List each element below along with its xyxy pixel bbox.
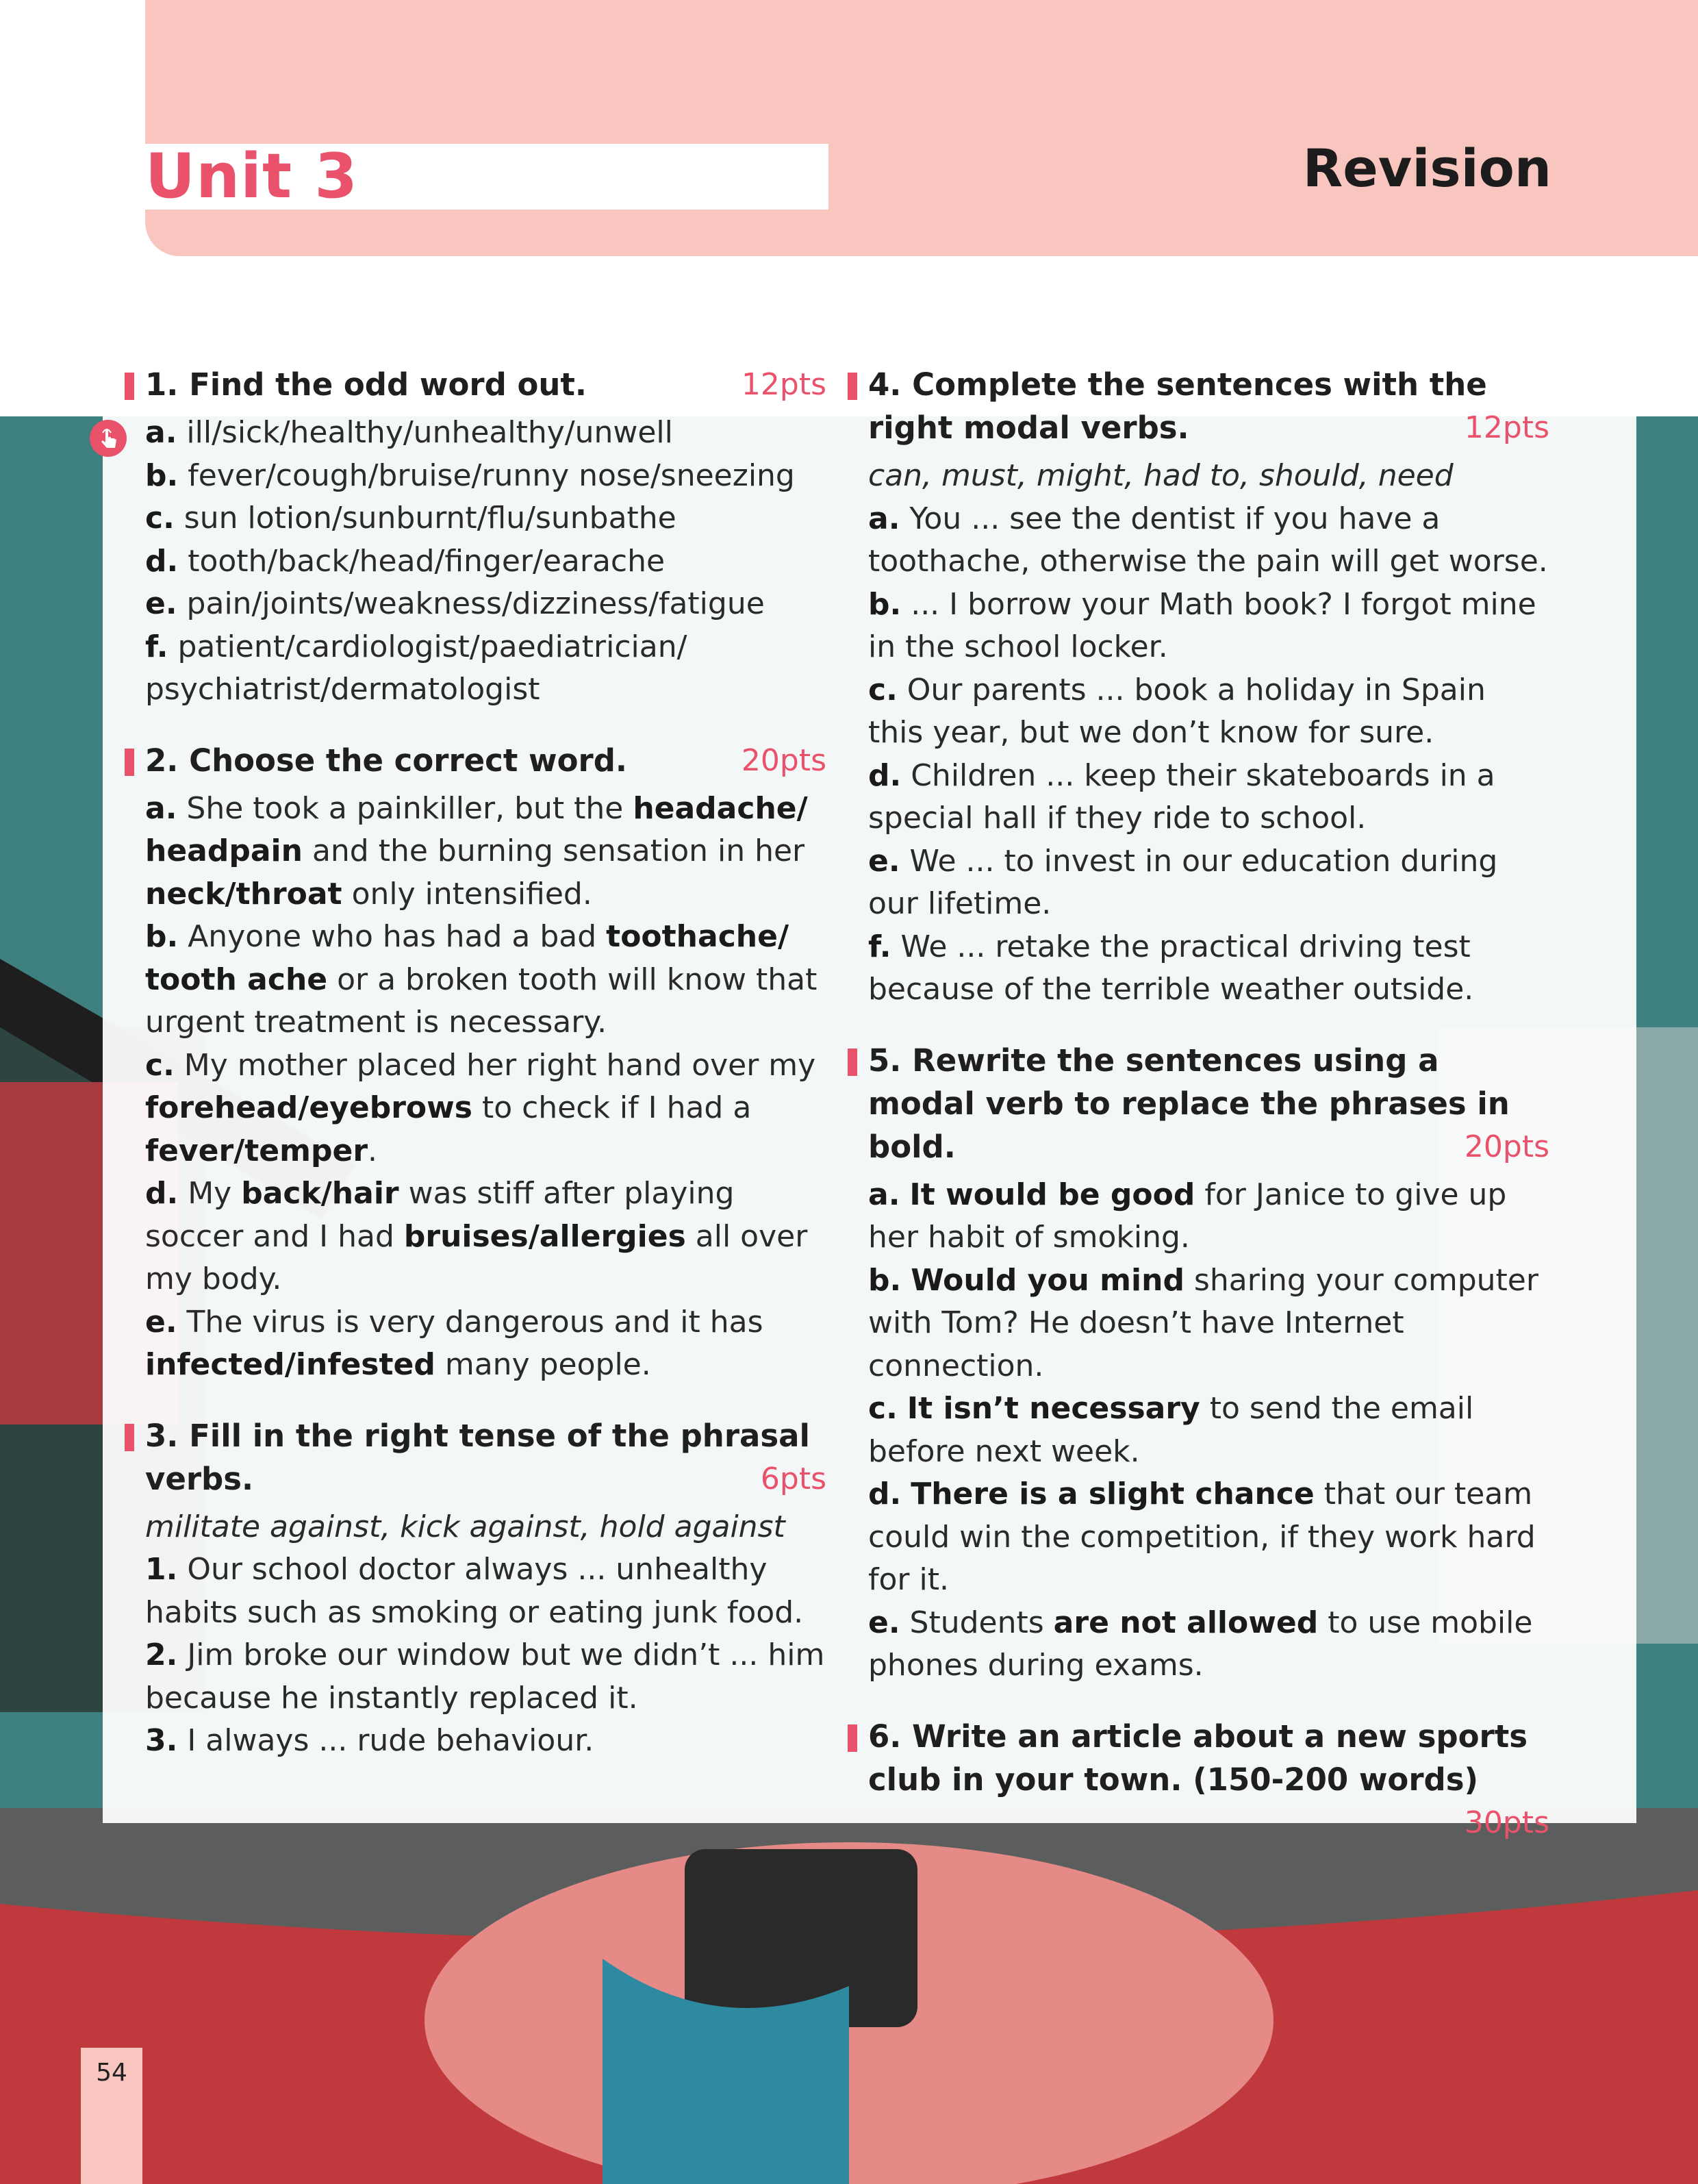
item-text: patient/cardiologist/paediatrician/ psychiatrist/dermatologist — [145, 629, 687, 707]
bold-phrase: It isn’t necessary — [907, 1391, 1200, 1426]
item-text: fever/cough/bruise/runny nose/sneezing — [178, 457, 795, 493]
bold-phrase: forehead/eyebrows — [145, 1090, 472, 1125]
exercise-item — [145, 626, 826, 712]
item-label: e. — [145, 586, 177, 621]
exercise-item — [868, 840, 1549, 926]
exercise-item — [145, 916, 826, 1044]
exercise-title-text: 3. Fill in the right tense of the phrasal verbs. — [145, 1417, 810, 1497]
exercise-title — [868, 363, 1549, 449]
bold-phrase: It would be good — [909, 1177, 1195, 1212]
title-marker — [125, 373, 134, 400]
bold-phrase: infected/infested — [145, 1347, 435, 1382]
exercise-title — [145, 363, 826, 406]
exercise-item — [145, 1548, 826, 1634]
section-title: Revision — [1302, 138, 1551, 199]
bold-phrase: bruises/allergies — [403, 1218, 686, 1254]
item-text: many people. — [435, 1347, 651, 1382]
exercise-item — [145, 1634, 826, 1720]
bold-phrase: There is a slight chance — [911, 1477, 1315, 1511]
item-label: 1. — [145, 1552, 178, 1587]
exercise-1 — [145, 363, 826, 712]
bold-phrase: neck/throat — [145, 876, 342, 912]
exercise-item — [145, 1044, 826, 1173]
item-text: or a broken tooth will know that urgent treatment is necessary. — [145, 962, 818, 1040]
item-label: b. — [868, 1262, 902, 1298]
exercise-title-text: 2. Choose the correct word. — [145, 742, 628, 779]
item-text: sharing your computer with Tom? He doesn’t have Internet connection. — [868, 1262, 1538, 1383]
item-label: a. — [868, 501, 900, 536]
exercise-title — [868, 1039, 1549, 1168]
bold-phrase: toothache/ tooth ache — [145, 919, 789, 997]
title-marker — [125, 749, 134, 776]
exercise-item — [145, 583, 826, 626]
item-text: . — [368, 1133, 378, 1168]
exercise-item — [868, 669, 1549, 755]
item-text: My mother placed her right hand over my — [174, 1047, 816, 1083]
item-label: a. — [145, 790, 177, 826]
points-badge: 20pts — [741, 742, 826, 778]
item-label: e. — [868, 1605, 900, 1640]
item-label: c. — [868, 672, 898, 707]
points-badge: 12pts — [1464, 410, 1549, 445]
exercise-title-text: 1. Find the odd word out. — [145, 366, 587, 403]
exercise-item — [868, 755, 1549, 840]
exercise-item — [145, 455, 826, 498]
points-badge: 30pts — [1464, 1805, 1549, 1840]
item-text: The virus is very dangerous and it has — [177, 1304, 763, 1340]
item-label: d. — [145, 543, 179, 579]
item-label: e. — [868, 843, 900, 879]
item-text: Our school doctor always ... unhealthy habits such as smoking or eating junk food. — [145, 1552, 804, 1630]
item-text: Students — [900, 1605, 1054, 1640]
unit-title: Unit 3 — [145, 140, 358, 212]
item-text — [898, 1391, 907, 1426]
item-label: b. — [868, 586, 902, 622]
item-label: f. — [145, 629, 168, 664]
item-label: c. — [145, 1047, 175, 1083]
item-label: 3. — [145, 1723, 178, 1758]
exercise-item — [868, 583, 1549, 669]
item-text: I always ... rude behaviour. — [177, 1723, 594, 1758]
bold-phrase: Would you mind — [911, 1262, 1184, 1298]
item-text: tooth/back/head/finger/earache — [178, 543, 666, 579]
points-badge: 12pts — [741, 367, 826, 402]
item-text: to use mobile phones during exams. — [868, 1605, 1533, 1683]
item-text: We ... to invest in our education during our lifetime. — [868, 843, 1498, 921]
exercise-title-text: 5. Rewrite the sentences using a modal verb to replace the phrases in bold. — [868, 1042, 1510, 1165]
item-text — [901, 1263, 911, 1298]
item-label: d. — [145, 1176, 179, 1211]
exercise-item — [145, 1720, 826, 1763]
item-text: sun lotion/sunburnt/flu/sunbathe — [174, 501, 676, 536]
exercise-title — [145, 1414, 826, 1501]
title-marker — [848, 373, 857, 400]
exercise-6 — [868, 1715, 1549, 1840]
header-band — [145, 0, 1698, 256]
item-text: Jim broke our window but we didn’t ... him because he instantly replaced it. — [145, 1637, 825, 1716]
left-column — [145, 363, 826, 1790]
exercise-item — [145, 497, 826, 540]
exercise-5 — [868, 1039, 1549, 1687]
exercise-title-text: 4. Complete the sentences with the right modal verbs. — [868, 366, 1487, 446]
points-badge: 6pts — [760, 1461, 826, 1496]
item-label: b. — [145, 457, 179, 493]
exercise-item — [868, 1473, 1549, 1602]
touch-icon[interactable] — [89, 419, 127, 457]
item-text: for Janice to give up her habit of smoking. — [868, 1177, 1507, 1255]
item-text — [901, 1477, 911, 1511]
item-label: b. — [145, 919, 179, 954]
word-bank: militate against, kick against, hold against — [145, 1509, 785, 1544]
page-tab — [81, 2048, 142, 2184]
points-badge: 20pts — [1464, 1129, 1549, 1164]
item-label: f. — [868, 929, 891, 964]
word-bank: can, must, might, had to, should, need — [868, 458, 1454, 493]
item-text: to send the email before next week. — [868, 1391, 1474, 1469]
item-text: She took a painkiller, but the — [177, 790, 633, 826]
item-text: to check if I had a — [472, 1090, 752, 1125]
item-text: Children ... keep their skateboards in a special hall if they ride to school. — [868, 757, 1495, 836]
item-label: c. — [868, 1391, 898, 1426]
exercise-item — [145, 412, 826, 455]
item-text: pain/joints/weakness/dizziness/fatigue — [177, 586, 765, 621]
item-text: Our parents ... book a holiday in Spain this year, but we don’t know for sure. — [868, 672, 1486, 750]
exercise-title — [145, 739, 826, 782]
item-label: e. — [145, 1304, 177, 1340]
exercise-item — [145, 1172, 826, 1301]
item-label: 2. — [145, 1637, 178, 1672]
item-text: and the burning sensation in her — [302, 833, 805, 868]
exercise-item — [868, 1388, 1549, 1473]
item-text: ... I borrow your Math book? I forgot mine in the school locker. — [868, 586, 1536, 664]
exercise-item — [868, 1602, 1549, 1687]
exercise-item — [145, 1301, 826, 1387]
item-text: My — [178, 1176, 242, 1211]
exercise-4 — [868, 363, 1549, 1012]
bold-phrase: are not allowed — [1053, 1605, 1319, 1640]
exercise-title-text: 6. Write an article about a new sports club in your town. (150-200 words) — [868, 1718, 1528, 1798]
bold-phrase: back/hair — [241, 1176, 399, 1211]
item-label: a. — [145, 415, 177, 450]
item-label: d. — [868, 757, 902, 793]
item-label: a. — [868, 1177, 900, 1212]
exercise-title — [868, 1715, 1549, 1840]
item-text: was stiff after playing soccer and I had — [145, 1176, 735, 1254]
unit-title-box — [145, 140, 828, 212]
item-text: We ... retake the practical driving test because of the terrible weather outside. — [868, 929, 1474, 1007]
item-text — [900, 1177, 909, 1212]
title-marker — [848, 1049, 857, 1076]
item-text: that our team could win the competition, if they work hard for it. — [868, 1477, 1536, 1597]
exercise-3 — [145, 1414, 826, 1763]
bold-phrase: headache/ headpain — [145, 790, 808, 868]
right-column — [868, 363, 1549, 1844]
exercise-item — [868, 1259, 1549, 1388]
exercise-2 — [145, 739, 826, 1387]
item-text: Anyone who has had a bad — [178, 919, 607, 954]
bold-phrase: fever/temper — [145, 1133, 368, 1168]
page-number: 54 — [96, 2059, 127, 2087]
item-label: c. — [145, 501, 175, 536]
exercise-item — [145, 788, 826, 916]
item-text: ill/sick/healthy/unhealthy/unwell — [177, 415, 673, 450]
exercise-item — [145, 540, 826, 583]
exercise-item — [868, 1174, 1549, 1259]
item-text: all over my body. — [145, 1218, 808, 1296]
item-label: d. — [868, 1477, 902, 1511]
exercise-item — [868, 498, 1549, 583]
item-text: only intensified. — [342, 876, 592, 912]
exercise-item — [868, 926, 1549, 1012]
item-text: You ... see the dentist if you have a toothache, otherwise the pain will get worse. — [868, 501, 1548, 579]
title-marker — [848, 1724, 857, 1752]
title-marker — [125, 1424, 134, 1451]
